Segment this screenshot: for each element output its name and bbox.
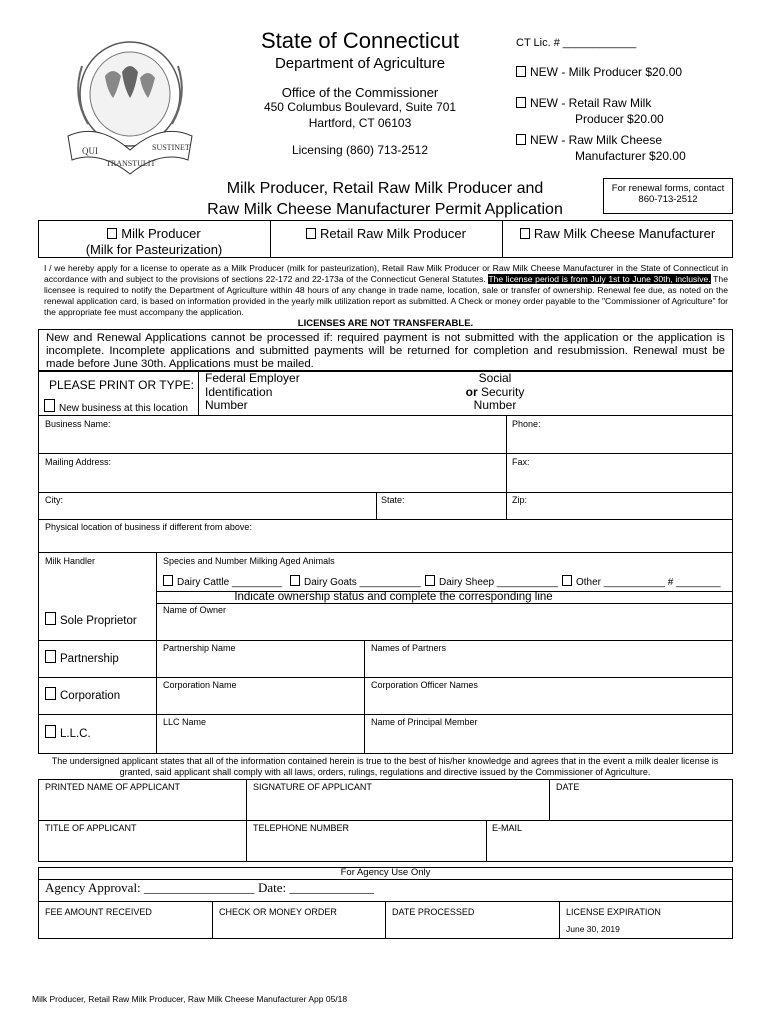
- dairy-cattle-checkbox[interactable]: [163, 575, 173, 586]
- renewal-contact-text: For renewal forms, contact 860-713-2512: [611, 183, 725, 205]
- license-expiration-field[interactable]: LICENSE EXPIRATION: [566, 907, 661, 917]
- business-name-field[interactable]: Business Name:: [45, 419, 111, 429]
- agency-use-title: For Agency Use Only: [340, 867, 431, 878]
- fax-field[interactable]: Fax:: [512, 457, 530, 467]
- email-field[interactable]: E-MAIL: [492, 823, 523, 833]
- corporation-name-field[interactable]: Corporation Name: [163, 680, 237, 690]
- form-footer: Milk Producer, Retail Raw Milk Producer, Raw Milk Cheese Manufacturer App 05/18: [32, 994, 348, 1004]
- other-animal-checkbox[interactable]: [562, 575, 572, 586]
- new-retail-raw-option[interactable]: NEW - Retail Raw Milk: [516, 96, 651, 110]
- license-expiration-value: June 30, 2019: [566, 924, 620, 934]
- address-line1: 450 Columbus Boulevard, Suite 701: [263, 100, 457, 114]
- zip-field[interactable]: Zip:: [512, 495, 528, 505]
- partnership-name-field[interactable]: Partnership Name: [163, 643, 236, 653]
- llc-checkbox[interactable]: [45, 725, 56, 738]
- new-retail-raw-checkbox[interactable]: [516, 97, 526, 108]
- ownership-partnership[interactable]: Partnership: [45, 650, 119, 665]
- corporation-officers-field[interactable]: Corporation Officer Names: [371, 680, 478, 690]
- physical-location-field[interactable]: Physical location of business if different from above:: [45, 522, 252, 532]
- fee-amount-field[interactable]: FEE AMOUNT RECEIVED: [45, 907, 152, 917]
- notice-text: New and Renewal Applications cannot be processed if: required payment is not submitted with the application or the application is incomplete. Incomplete applications and submitted payments will be returned for completion and resubmission. Renewal must be made before June 30th. Applications must be mailed.: [46, 332, 725, 370]
- ssn-label: Social or Security Number: [465, 371, 525, 412]
- state-seal: [60, 36, 200, 178]
- milk-producer-checkbox[interactable]: [107, 228, 117, 239]
- dairy-goats-checkbox[interactable]: [290, 575, 300, 586]
- date-processed-field[interactable]: DATE PROCESSED: [392, 907, 475, 917]
- new-raw-cheese-checkbox[interactable]: [516, 134, 526, 145]
- office-title: Office of the Commissioner: [281, 85, 439, 100]
- license-period-highlight: The license period is from July 1st to June 30th, inclusive.: [488, 274, 711, 284]
- raw-cheese-checkbox[interactable]: [520, 228, 530, 239]
- applicant-form: [38, 371, 733, 754]
- signature-field[interactable]: SIGNATURE OF APPLICANT: [253, 782, 372, 792]
- new-raw-cheese-price: Manufacturer $20.00: [575, 149, 686, 163]
- other-animal-option[interactable]: Other ___________ # ________: [562, 575, 721, 588]
- date-field[interactable]: DATE: [556, 782, 580, 792]
- title-field[interactable]: TITLE OF APPLICANT: [45, 823, 137, 833]
- seal-text-transtulit: TRANSTULIT: [106, 159, 156, 168]
- not-transferable: LICENSES ARE NOT TRANSFERABLE.: [297, 318, 474, 329]
- principal-member-field[interactable]: Name of Principal Member: [371, 717, 478, 727]
- retail-raw-checkbox[interactable]: [306, 228, 316, 239]
- ownership-llc[interactable]: L.L.C.: [45, 725, 91, 740]
- dairy-sheep-checkbox[interactable]: [425, 575, 435, 586]
- please-print-label: PLEASE PRINT OR TYPE:: [49, 378, 194, 392]
- state-title: State of Connecticut: [260, 28, 460, 53]
- form-title-line2: Raw Milk Cheese Manufacturer Permit Application: [207, 201, 563, 218]
- attestation-text: The undersigned applicant states that all of the information contained herein is true to the best of his/her knowledge and agrees that in the event a milk dealer license is granted, said applicant shall comply with all laws, orders, rulings, regulations and directive issued by the Commissioner of Agriculture.: [51, 756, 719, 777]
- milk-handler-label: Milk Handler: [45, 556, 96, 566]
- check-money-order-field[interactable]: CHECK OR MONEY ORDER: [219, 907, 337, 917]
- seal-text-qui: QUI: [82, 146, 98, 156]
- owner-name-field[interactable]: Name of Owner: [163, 605, 227, 615]
- seal-text-sustinet: SUSTINET: [152, 143, 190, 152]
- address-line2: Hartford, CT 06103: [308, 116, 412, 130]
- partnership-checkbox[interactable]: [45, 650, 56, 663]
- new-raw-cheese-option[interactable]: NEW - Raw Milk Cheese: [516, 133, 662, 147]
- form-title-line1: Milk Producer, Retail Raw Milk Producer and: [226, 180, 544, 197]
- new-milk-producer-checkbox[interactable]: [516, 66, 526, 77]
- new-business-option[interactable]: New business at this location: [44, 399, 188, 414]
- telephone-field[interactable]: TELEPHONE NUMBER: [253, 823, 350, 833]
- state-field[interactable]: State:: [381, 495, 405, 505]
- renewal-contact-box: [603, 178, 733, 214]
- corporation-checkbox[interactable]: [45, 687, 56, 700]
- agency-date[interactable]: Date: _____________: [258, 880, 374, 895]
- partner-names-field[interactable]: Names of Partners: [371, 643, 447, 653]
- ownership-sole[interactable]: Sole Proprietor: [45, 612, 137, 627]
- new-retail-raw-price: Producer $20.00: [575, 112, 664, 126]
- fein-label: Federal Employer Identification Number: [205, 371, 300, 412]
- printed-name-field[interactable]: PRINTED NAME OF APPLICANT: [45, 782, 181, 792]
- type-milk-producer-sub: (Milk for Pasteurization): [85, 242, 223, 257]
- llc-name-field[interactable]: LLC Name: [163, 717, 207, 727]
- dairy-cattle-option[interactable]: Dairy Cattle _________: [163, 575, 282, 588]
- notice-box: [38, 329, 733, 371]
- dairy-sheep-option[interactable]: Dairy Sheep ___________: [425, 575, 558, 588]
- new-milk-producer-option[interactable]: NEW - Milk Producer $20.00: [516, 65, 682, 79]
- ownership-title: Indicate ownership status and complete the corresponding line: [234, 591, 553, 603]
- intro-paragraph: I / we hereby apply for a license to operate as a Milk Producer (milk for pasteurization), Retail Raw Milk Producer or Raw Milk Cheese Manufacturer in the State of Connecticut in accordance with and subject to the provisions of sections 22-172 and 22-173a of the Connecticut General Statutes. The license period is from July 1st to June 30th, inclusive. The licensee is required to notify the Department of Agriculture within 48 hours of any change in trade name, location, sale or transfer of ownership. Renewal fee due, as noted on the renewal application card, is based on information provided in the yearly milk utilization report as submitted. A Check or money order payable to the "Commissioner of Agriculture" for the appropriate fee must accompany the application.: [44, 263, 728, 317]
- mailing-address-field[interactable]: Mailing Address:: [45, 457, 112, 467]
- phone-field[interactable]: Phone:: [512, 419, 541, 429]
- new-business-checkbox[interactable]: [44, 399, 55, 412]
- type-milk-producer[interactable]: Milk Producer: [38, 226, 270, 241]
- sole-proprietor-checkbox[interactable]: [45, 612, 56, 625]
- agency-approval[interactable]: Agency Approval: _________________: [45, 880, 255, 895]
- ct-license-number[interactable]: CT Lic. # ____________: [516, 37, 637, 49]
- type-raw-cheese[interactable]: Raw Milk Cheese Manufacturer: [502, 226, 733, 241]
- dept-title: Department of Agriculture: [274, 55, 446, 72]
- dairy-goats-option[interactable]: Dairy Goats ___________: [290, 575, 421, 588]
- ownership-corporation[interactable]: Corporation: [45, 687, 120, 702]
- city-field[interactable]: City:: [45, 495, 63, 505]
- type-retail-raw[interactable]: Retail Raw Milk Producer: [270, 226, 502, 241]
- species-label: Species and Number Milking Aged Animals: [163, 556, 335, 566]
- licensing-phone: Licensing (860) 713-2512: [291, 143, 429, 157]
